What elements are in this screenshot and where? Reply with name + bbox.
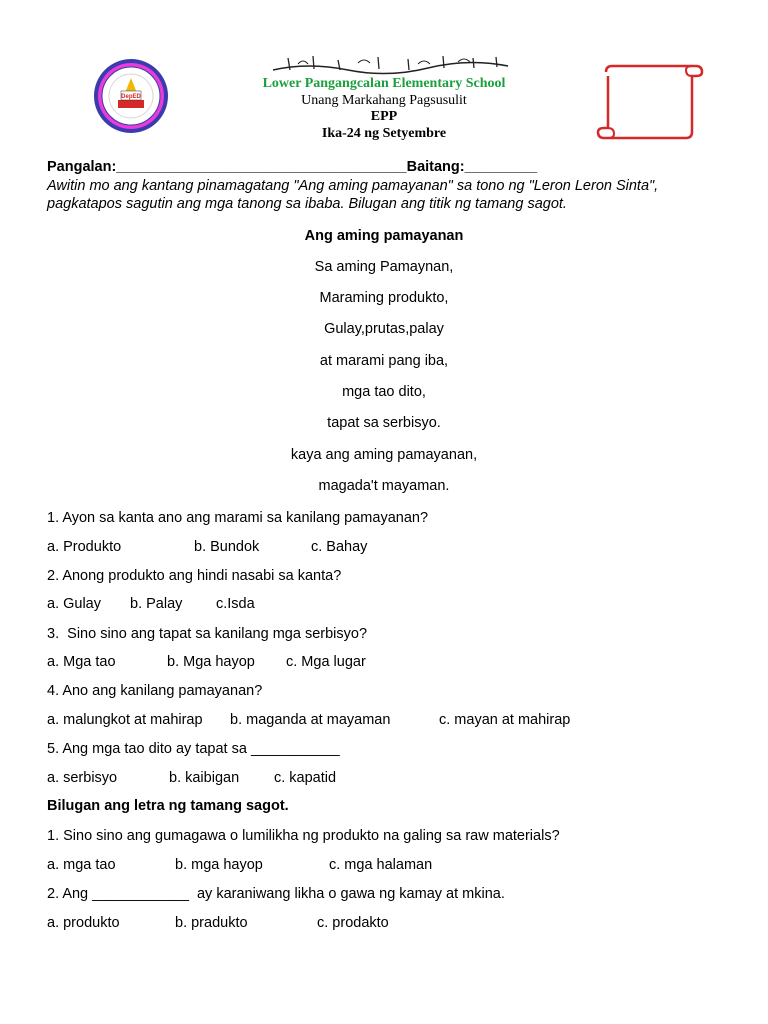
choice-c: c. prodakto bbox=[317, 915, 389, 931]
logo-text: DepED bbox=[121, 94, 141, 100]
choice-b: b. kaibigan bbox=[169, 770, 240, 786]
song-line: Maraming produkto, bbox=[319, 290, 449, 306]
choice-a: a. serbisyo bbox=[47, 770, 118, 786]
choice-b: b. pradukto bbox=[175, 915, 248, 931]
choice-b: b. maganda at mayaman bbox=[230, 712, 391, 728]
exam-title: Unang Markahang Pagsusulit bbox=[301, 93, 467, 108]
choice-a: a. malungkot at mahirap bbox=[47, 712, 203, 728]
choice-c: c. Mga lugar bbox=[286, 654, 366, 670]
name-grade-line: Pangalan:____________________________________Baitang:_________ bbox=[47, 159, 538, 175]
choice-b: b. mga hayop bbox=[175, 857, 263, 873]
question-1: 1. Ayon sa kanta ano ang marami sa kanilang pamayanan? bbox=[47, 510, 429, 526]
question-4: 4. Ano ang kanilang pamayanan? bbox=[47, 683, 263, 699]
choice-a: a. mga tao bbox=[47, 857, 116, 873]
song-line: tapat sa serbisyo. bbox=[327, 415, 441, 431]
school-name: Lower Pangangcalan Elementary School bbox=[262, 76, 506, 91]
choice-c: c.Isda bbox=[216, 596, 255, 612]
choice-b: b. Bundok bbox=[194, 539, 260, 555]
instruction-line-2: pagkatapos sagutin ang mga tanong sa ibaba. Bilugan ang titik ng tamang sagot. bbox=[47, 196, 567, 212]
song-line: kaya ang aming pamayanan, bbox=[290, 447, 478, 463]
question-2: 2. Anong produkto ang hindi nasabi sa kanta? bbox=[47, 568, 342, 584]
part2-question-1: 1. Sino sino ang gumagawa o lumilikha ng produkto na galing sa raw materials? bbox=[47, 828, 560, 844]
song-line: magada't mayaman. bbox=[318, 478, 450, 494]
part2-heading: Bilugan ang letra ng tamang sagot. bbox=[47, 798, 289, 814]
choice-c: c. kapatid bbox=[274, 770, 337, 786]
subject-title: EPP bbox=[370, 109, 398, 124]
instruction-line-1: Awitin mo ang kantang pinamagatang "Ang aming pamayanan" sa tono ng "Leron Leron Sinta", bbox=[47, 178, 659, 194]
question-3: 3. Sino sino ang tapat sa kanilang mga serbisyo? bbox=[47, 626, 368, 642]
choice-a: a. Gulay bbox=[47, 596, 101, 612]
question-5: 5. Ang mga tao dito ay tapat sa ___________ bbox=[47, 741, 340, 757]
calligraphy-decoration bbox=[268, 52, 513, 76]
song-line: Gulay,prutas,palay bbox=[324, 321, 444, 337]
choice-c: c. mayan at mahirap bbox=[439, 712, 571, 728]
part2-question-2: 2. Ang ____________ ay karaniwang likha o gawa ng kamay at mkina. bbox=[47, 886, 505, 902]
exam-date: Ika-24 ng Setyembre bbox=[321, 126, 447, 141]
song-title: Ang aming pamayanan bbox=[304, 228, 464, 244]
choice-a: a. Produkto bbox=[47, 539, 122, 555]
song-line: at marami pang iba, bbox=[319, 353, 449, 369]
choice-a: a. produkto bbox=[47, 915, 120, 931]
song-line: mga tao dito, bbox=[342, 384, 426, 400]
choice-c: c. Bahay bbox=[311, 539, 368, 555]
choice-b: b. Mga hayop bbox=[167, 654, 255, 670]
choice-c: c. mga halaman bbox=[329, 857, 433, 873]
song-line: Sa aming Pamaynan, bbox=[314, 259, 454, 275]
choice-a: a. Mga tao bbox=[47, 654, 116, 670]
choice-b: b. Palay bbox=[130, 596, 183, 612]
